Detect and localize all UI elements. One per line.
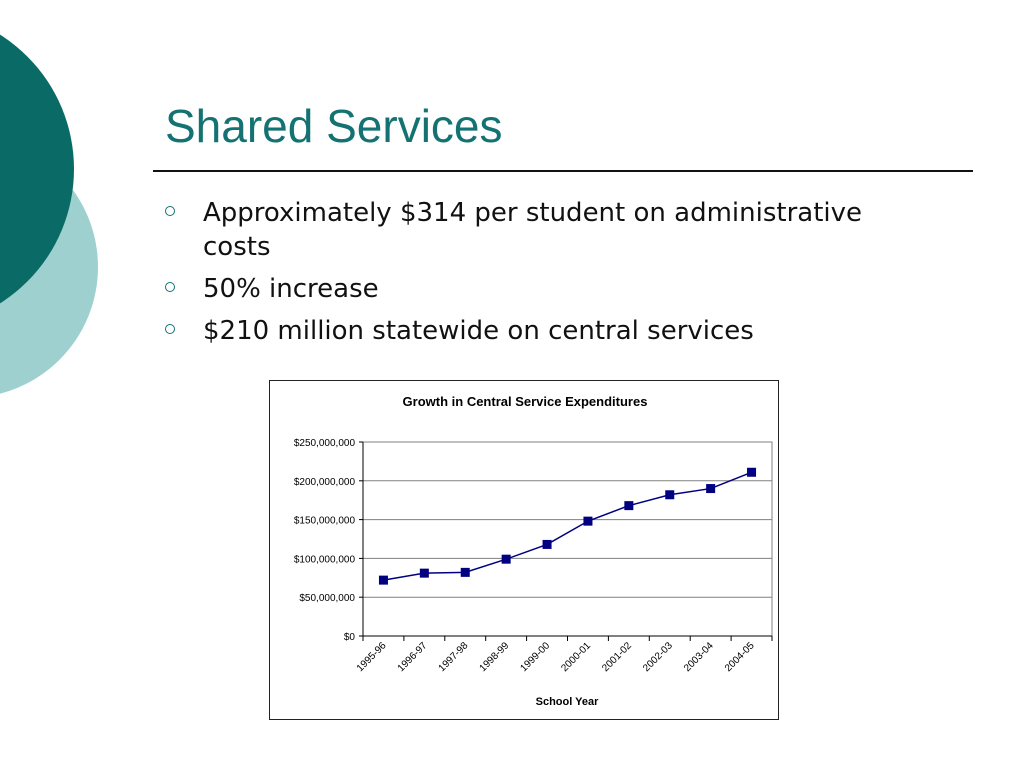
plot-area bbox=[363, 442, 772, 636]
x-tick-label: 1997-98 bbox=[436, 640, 471, 675]
title-divider bbox=[153, 170, 973, 172]
data-point bbox=[543, 540, 551, 548]
series-line bbox=[383, 472, 751, 580]
bullet-item bbox=[165, 196, 865, 264]
circle-bullet-icon bbox=[165, 324, 175, 334]
bullet-item bbox=[165, 272, 865, 306]
x-tick-label: 1998-99 bbox=[477, 640, 512, 675]
line-chart bbox=[270, 381, 778, 719]
x-tick-label: 1996-97 bbox=[395, 640, 430, 675]
data-point bbox=[707, 485, 715, 493]
x-tick-label: 2004-05 bbox=[722, 640, 757, 675]
y-tick-label: $50,000,000 bbox=[299, 593, 355, 605]
bullet-text: $210 million statewide on central services bbox=[203, 316, 754, 346]
x-tick-label: 2003-04 bbox=[682, 640, 716, 675]
x-tick-label: 1999-00 bbox=[518, 640, 553, 675]
bullet-list bbox=[165, 196, 865, 356]
circle-bullet-icon bbox=[165, 206, 175, 216]
x-tick-label: 1995-96 bbox=[354, 640, 389, 675]
data-point bbox=[584, 517, 592, 525]
data-point bbox=[420, 569, 428, 577]
x-tick-label: 2002-03 bbox=[641, 640, 675, 675]
y-tick-label: $100,000,000 bbox=[293, 554, 355, 566]
chart-title: Growth in Central Service Expenditures bbox=[402, 394, 648, 409]
data-point bbox=[461, 568, 469, 576]
data-point bbox=[379, 576, 387, 584]
bullet-item bbox=[165, 314, 865, 348]
y-tick-label: $250,000,000 bbox=[293, 438, 355, 449]
bullet-text: 50% increase bbox=[203, 274, 379, 304]
data-point bbox=[748, 468, 756, 476]
data-point bbox=[502, 555, 510, 563]
x-tick-label: 2001-02 bbox=[600, 640, 634, 675]
bullet-text: Approximately $314 per student on administrative costs bbox=[203, 198, 863, 262]
chart-container bbox=[269, 380, 779, 720]
x-axis-title: School Year bbox=[535, 696, 599, 708]
data-point bbox=[666, 491, 674, 499]
y-tick-label: $200,000,000 bbox=[293, 476, 355, 488]
circle-bullet-icon bbox=[165, 282, 175, 292]
y-tick-label: $150,000,000 bbox=[293, 515, 355, 527]
slide-title: Shared Services bbox=[165, 100, 503, 152]
y-tick-label: $0 bbox=[343, 632, 355, 643]
x-tick-label: 2000-01 bbox=[559, 640, 594, 675]
data-point bbox=[625, 502, 633, 510]
